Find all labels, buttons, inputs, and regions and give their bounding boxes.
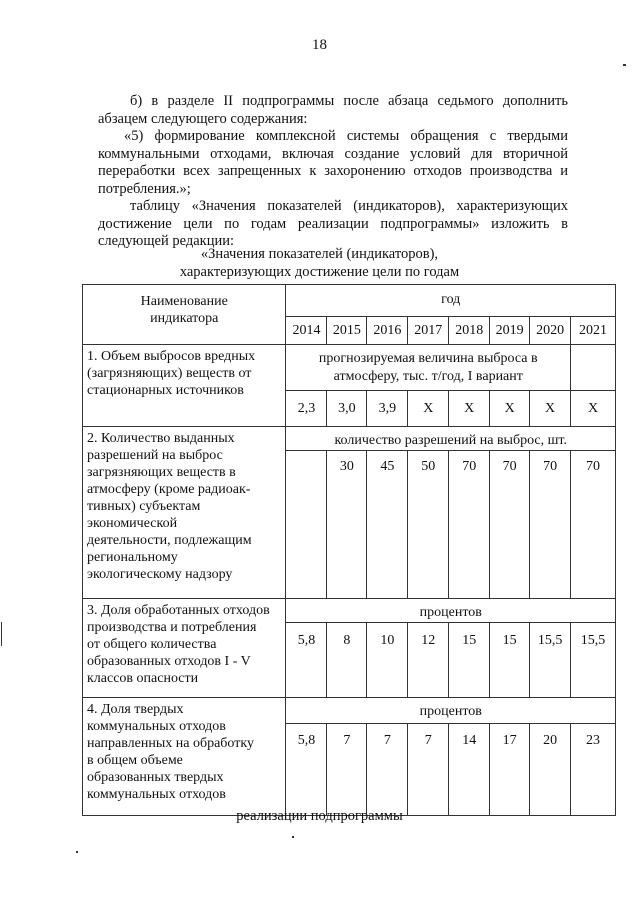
scan-mark bbox=[1, 622, 2, 646]
name-header-line: Наименование bbox=[140, 294, 228, 309]
indicator-name-line: 4. Доля твердых bbox=[87, 702, 184, 717]
value-cell: 23 bbox=[571, 724, 616, 816]
value-cell bbox=[286, 451, 327, 599]
unit-cell bbox=[286, 345, 571, 391]
text-line: коммунальными отходами, включая создание условий для вторичной bbox=[98, 145, 568, 162]
indicator-name-line: в общем объеме bbox=[87, 753, 183, 768]
year-header: год bbox=[286, 285, 616, 317]
value-cell: 7 bbox=[367, 724, 408, 816]
text-line: достижение цели по годам реализации подпрограммы» изложить в bbox=[98, 215, 568, 232]
indicator-name-cell bbox=[83, 345, 286, 427]
value-cell: Х bbox=[449, 391, 490, 427]
year-header-cell: 2015 bbox=[327, 317, 367, 345]
value-cell: 50 bbox=[408, 451, 449, 599]
footer-text: реализации подпрограммы bbox=[236, 808, 403, 824]
table-caption-line-1: «Значения показателей (индикаторов), bbox=[200, 246, 439, 262]
text-line: абзацем следующего содержания: bbox=[98, 110, 308, 127]
value-cell: 3,9 bbox=[367, 391, 408, 427]
text-line: потребления.»; bbox=[98, 180, 191, 197]
value-cell: 30 bbox=[327, 451, 367, 599]
value-cell: 70 bbox=[449, 451, 490, 599]
year-header-cell: 2019 bbox=[490, 317, 530, 345]
unit-line: прогнозируемая величина выброса в bbox=[318, 351, 538, 366]
year-header-cell: 2021 bbox=[571, 317, 616, 345]
indicator-name-line: образованных твердых bbox=[87, 770, 224, 785]
page-number: 18 bbox=[312, 37, 327, 53]
paragraph-amendment-b bbox=[98, 93, 568, 128]
value-cell: 15 bbox=[490, 623, 530, 698]
value-cell: 5,8 bbox=[286, 623, 327, 698]
table-caption-line-2: характеризующих достижение цели по годам bbox=[179, 264, 460, 280]
value-cell: 17 bbox=[490, 724, 530, 816]
scan-mark bbox=[292, 836, 294, 838]
unit-line: атмосферу, тыс. т/год, I вариант bbox=[333, 369, 523, 384]
indicator-name-line: деятельности, подлежащим bbox=[87, 533, 252, 548]
name-header-cell bbox=[83, 285, 286, 345]
year-header-cell: 2020 bbox=[530, 317, 571, 345]
scan-mark bbox=[76, 851, 78, 853]
value-cell: 8 bbox=[327, 623, 367, 698]
indicator-name-line: региональному bbox=[87, 550, 178, 565]
value-cell: 15 bbox=[449, 623, 490, 698]
indicator-name-line: от общего количества bbox=[87, 637, 217, 652]
indicator-name-line: 3. Доля обработанных отходов bbox=[87, 603, 270, 618]
value-cell: 7 bbox=[408, 724, 449, 816]
value-cell: 45 bbox=[367, 451, 408, 599]
value-cell: Х bbox=[530, 391, 571, 427]
value-cell: Х bbox=[490, 391, 530, 427]
indicator-name-cell bbox=[83, 427, 286, 599]
value-cell: 70 bbox=[490, 451, 530, 599]
indicator-name-line: атмосферу (кроме радиоак- bbox=[87, 482, 251, 497]
indicator-name-line: экологическому надзору bbox=[87, 567, 233, 582]
year-header-cell: 2017 bbox=[408, 317, 449, 345]
unit-line: процентов bbox=[419, 704, 482, 719]
unit-line: количество разрешений на выброс, шт. bbox=[334, 433, 567, 448]
value-cell: 12 bbox=[408, 623, 449, 698]
value-cell: 70 bbox=[530, 451, 571, 599]
empty-cell bbox=[571, 345, 616, 391]
indicator-name-cell bbox=[83, 698, 286, 816]
indicator-name-line: загрязняющих веществ в bbox=[87, 465, 236, 480]
value-cell: 3,0 bbox=[327, 391, 367, 427]
paragraph-table-intro bbox=[98, 198, 568, 251]
value-cell: 14 bbox=[449, 724, 490, 816]
value-cell: 20 bbox=[530, 724, 571, 816]
value-cell: 2,3 bbox=[286, 391, 327, 427]
value-cell: 10 bbox=[367, 623, 408, 698]
indicator-name-line: разрешений на выброс bbox=[87, 448, 223, 463]
indicator-name-line: экономической bbox=[87, 516, 178, 531]
scan-mark bbox=[623, 64, 626, 66]
year-header-cell: 2016 bbox=[367, 317, 408, 345]
indicator-name-line: производства и потребления bbox=[87, 620, 257, 635]
unit-cell bbox=[286, 698, 616, 724]
indicator-name-line: классов опасности bbox=[87, 671, 199, 686]
text-line: б) в разделе II подпрограммы после абзаца седьмого дополнить bbox=[130, 93, 568, 109]
year-header-cell: 2018 bbox=[449, 317, 490, 345]
value-cell: 7 bbox=[327, 724, 367, 816]
value-cell: 15,5 bbox=[571, 623, 616, 698]
indicator-name-line: тивных) субъектам bbox=[87, 499, 201, 514]
text-line: переработки всех запрещенных к захоронению отходов производства и bbox=[98, 163, 568, 179]
value-cell: Х bbox=[408, 391, 449, 427]
year-header-cell: 2014 bbox=[286, 317, 327, 345]
unit-cell bbox=[286, 599, 616, 623]
indicator-name-line: (загрязняющих) веществ от bbox=[87, 366, 252, 381]
paragraph-item-5 bbox=[98, 128, 568, 198]
name-header-line: индикатора bbox=[150, 311, 219, 326]
text-line: «5) формирование комплексной системы обращения с твердыми bbox=[124, 128, 568, 144]
indicator-name-line: стационарных источников bbox=[87, 383, 244, 398]
unit-cell bbox=[286, 427, 616, 451]
indicator-name-line: 1. Объем выбросов вредных bbox=[87, 349, 256, 364]
unit-line: процентов bbox=[419, 605, 482, 620]
indicators-table bbox=[82, 284, 616, 816]
indicator-name-line: коммунальных отходов bbox=[87, 719, 226, 734]
text-line: следующей редакции: bbox=[98, 233, 235, 249]
indicator-name-line: направленных на обработку bbox=[87, 736, 254, 751]
text-line: таблицу «Значения показателей (индикаторов), характеризующих bbox=[130, 198, 568, 214]
value-cell: 5,8 bbox=[286, 724, 327, 816]
value-cell: 15,5 bbox=[530, 623, 571, 698]
indicator-name-line: коммунальных отходов bbox=[87, 787, 226, 802]
value-cell: 70 bbox=[571, 451, 616, 599]
indicator-name-line: 2. Количество выданных bbox=[87, 431, 235, 446]
indicator-name-line: образованных отходов I - V bbox=[87, 654, 251, 669]
indicator-name-cell bbox=[83, 599, 286, 698]
value-cell: Х bbox=[571, 391, 616, 427]
